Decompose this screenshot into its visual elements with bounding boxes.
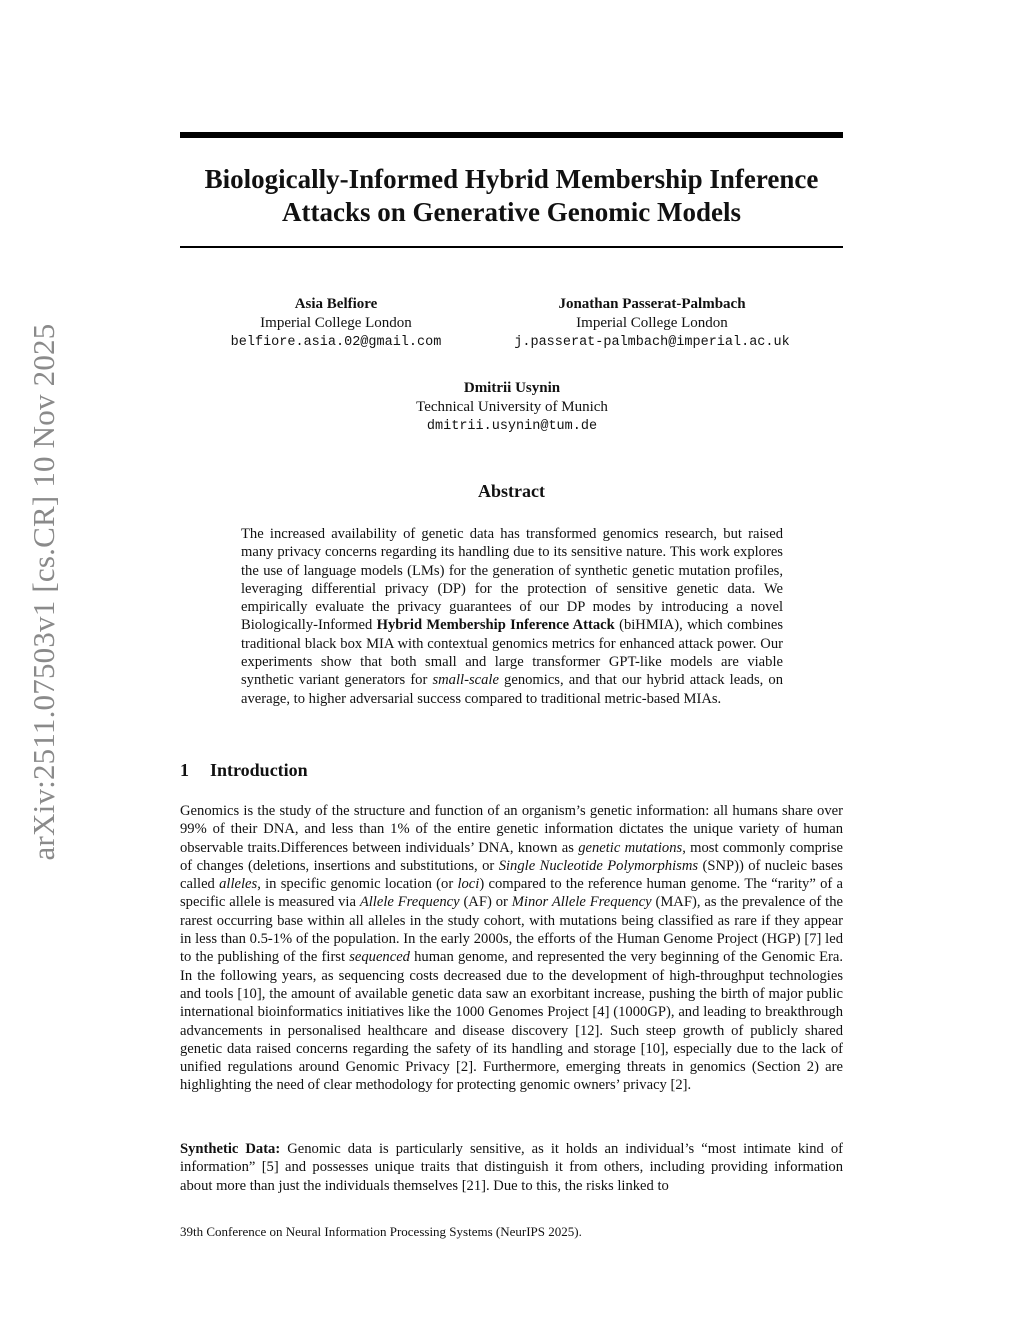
- paper-title: [180, 163, 843, 229]
- author-name: Asia Belfiore: [294, 296, 378, 312]
- paragraph-label: Synthetic Data:: [180, 1141, 281, 1157]
- section-number: 1: [180, 760, 189, 780]
- author-block-3: [362, 379, 662, 436]
- section-heading: [180, 760, 308, 781]
- author-affiliation: Imperial College London: [260, 315, 412, 331]
- title-rule-top: [180, 132, 843, 138]
- intro-paragraph: Genomics is the study of the structure and function of an organism’s genetic information: all humans share over 99% of their DNA, and less than 1% of the entire genetic information dictates the unique variety of human observable traits.Differences between individuals’ DNA, known as genetic mutations, most commonly comprise of changes (deletions, insertions and substitutions, or Single Nucleotide Polymorphisms (SNP)) of nucleic bases called alleles, in specific genomic location (or loci) compared to the reference human genome. The “rarity” of a specific allele is measured via Allele Frequency (AF) or Minor Allele Frequency (MAF), as the prevalence of the rarest occurring base within all alleles in the study cohort, with mutations being classified as rare if they appear in less than 0.5-1% of the population. In the early 2000s, the efforts of the Human Genome Project (HGP) [7] led to the publishing of the first sequenced human genome, and represented the very beginning of the Genomic Era. In the following years, as sequencing costs decreased due to the development of high-throughput technologies and tools [10], the amount of available genetic data saw an exorbitant increase, pushing the birth of major public international bioinformatics initiatives like the 1000 Genomes Project [4] (1000GP), and leading to breakthrough advancements in personalised healthcare and disease discovery [12]. Such steep growth of publicly shared genetic data raised concerns regarding the safety of its handling and storage [10], especially due to the lack of unified regulations around Genomic Privacy [2]. Furthermore, emerging threats in genomics (Section 2) are highlighting the need of clear methodology for protecting genomic owners’ privacy [2].: [180, 803, 843, 1094]
- title-rule-bottom: [180, 246, 843, 248]
- author-block-2: [492, 295, 812, 352]
- title-line-2: Attacks on Generative Genomic Models: [282, 197, 741, 227]
- abstract-bold-term: Hybrid Membership Inference Attack: [376, 617, 615, 634]
- author-block-1: [200, 295, 472, 352]
- conference-footnote: 39th Conference on Neural Information Processing Systems (NeurIPS 2025).: [180, 1224, 582, 1239]
- author-email: belfiore.asia.02@gmail.com: [230, 335, 442, 350]
- author-affiliation: Imperial College London: [576, 315, 728, 331]
- author-email: dmitrii.usynin@tum.de: [426, 419, 598, 434]
- author-email: j.passerat-palmbach@imperial.ac.uk: [514, 335, 790, 350]
- author-affiliation: Technical University of Munich: [416, 399, 608, 415]
- arxiv-identifier: arXiv:2511.07503v1 [cs.CR] 10 Nov 2025: [26, 323, 61, 861]
- title-line-1: Biologically-Informed Hybrid Membership Inference: [204, 164, 819, 194]
- section-title: Introduction: [210, 760, 308, 780]
- author-name: Dmitrii Usynin: [463, 380, 561, 396]
- abstract-text: The increased availability of genetic data has transformed genomics research, but raised many privacy concerns regarding its handling due to its sensitive nature. This work explores the use of language models (LMs) for the generation of synthetic genetic mutation profiles, leveraging differential privacy (DP) for the protection of sensitive genetic data. We empirically evaluate the privacy guarantees of our DP modes by introducing a novel Biologically-Informed Hybrid Membership Inference Attack (biHMIA), which combines traditional black box MIA with contextual genomics metrics for enhanced attack power. Our experiments show that both small and large transformer GPT-like models are viable synthetic variant generators for small-scale genomics, and that our hybrid attack leads, on average, to higher adversarial success compared to traditional metric-based MIAs.: [241, 526, 783, 707]
- abstract-heading: Abstract: [478, 481, 545, 501]
- abstract-italic-term: small-scale: [432, 672, 499, 689]
- synthetic-data-paragraph: Synthetic Data: Genomic data is particularly sensitive, as it holds an individual’s “most intimate kind of information” [5] and possesses unique traits that distinguish it from others, including providing information about more than just the individuals themselves [21]. Due to this, the risks linked to: [180, 1141, 843, 1194]
- author-name: Jonathan Passerat-Palmbach: [558, 296, 746, 312]
